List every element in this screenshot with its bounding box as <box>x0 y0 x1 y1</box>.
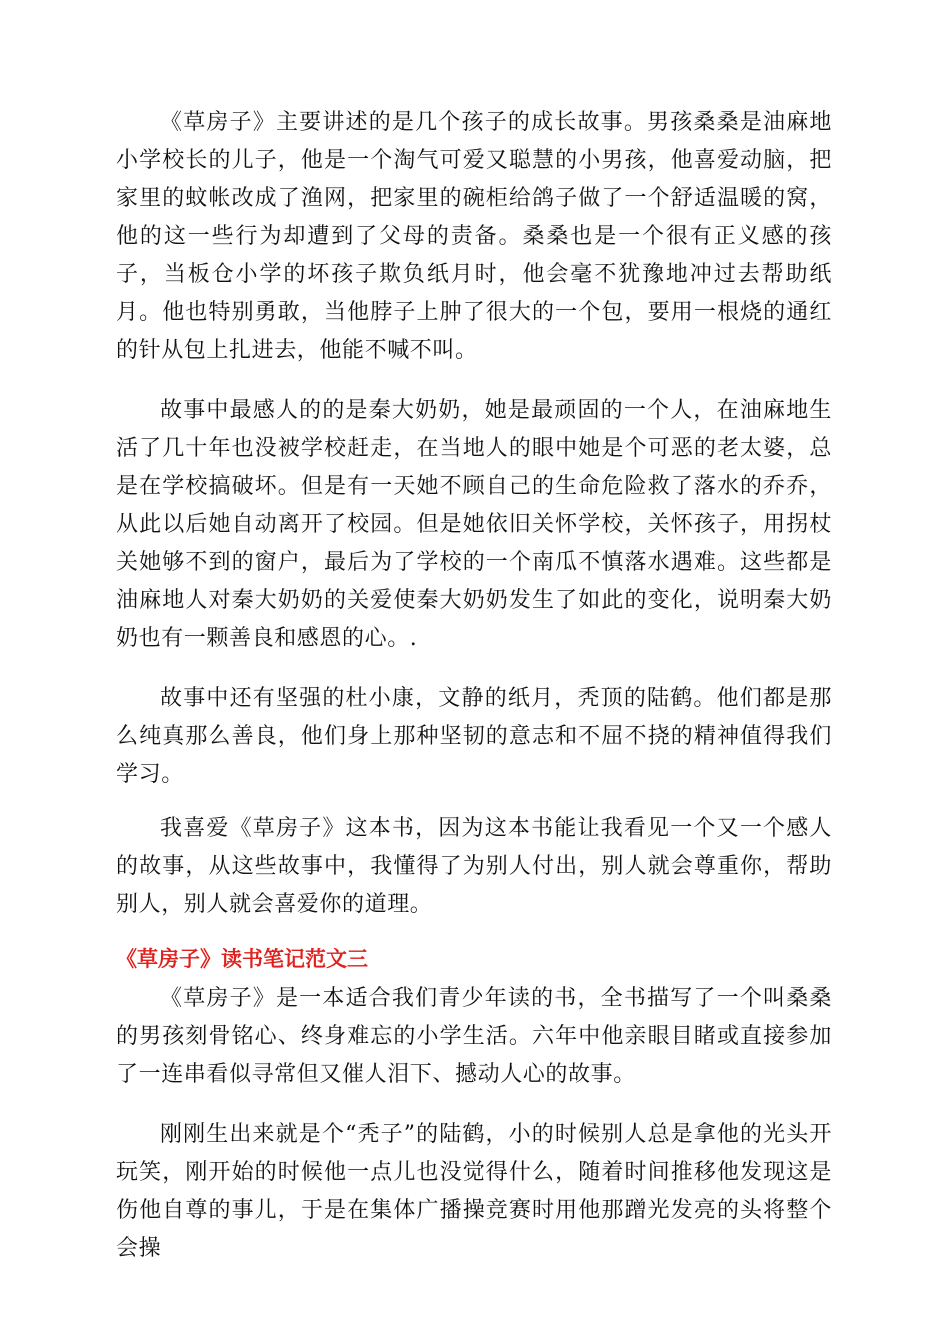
paragraph-qin-grandma: 故事中最感人的的是秦大奶奶，她是最顽固的一个人，在油麻地生活了几十年也没被学校赶走，在当地人的眼中她是个可恶的老太婆，总是在学校搞破坏。但是有一天她不顾自己的生命危险救了落水的乔乔，从此以后她自动离开了校园。但是她依旧关怀学校，关怀孩子，用拐杖关她够不到的窗户，最后为了学校的一个南瓜不慎落水遇难。这些都是油麻地人对秦大奶奶的关爱使秦大奶奶发生了如此的变化，说明秦大奶奶也有一颗善良和感恩的心。. <box>116 398 832 651</box>
paragraph-lu-he: 刚刚生出来就是个“秃子”的陆鹤，小的时候别人总是拿他的光头开玩笑，刚开始的时候他一点儿也没觉得什么，随着时间推移他发现这是伤他自尊的事儿，于是在集体广播操竞赛时用他那蹭光发亮的头将整个会操 <box>116 1122 832 1261</box>
paragraph-other-characters: 故事中还有坚强的杜小康，文静的纸月，秃顶的陆鹤。他们都是那么纯真那么善良，他们身上那种坚韧的意志和不屈不挠的精神值得我们学习。 <box>116 686 832 787</box>
paragraph-reflection: 我喜爱《草房子》这本书，因为这本书能让我看见一个又一个感人的故事，从这些故事中，我懂得了为别人付出，别人就会尊重你，帮助别人，别人就会喜爱你的道理。 <box>116 816 832 917</box>
paragraph-book-intro: 《草房子》是一本适合我们青少年读的书，全书描写了一个叫桑桑的男孩刻骨铭心、终身难忘的小学生活。六年中他亲眼目睹或直接参加了一连串看似寻常但又催人泪下、撼动人心的故事。 <box>116 986 832 1087</box>
section-heading: 《草房子》读书笔记范文三 <box>116 947 368 971</box>
document-page <box>116 104 832 1268</box>
paragraph-sangsang: 《草房子》主要讲述的是几个孩子的成长故事。男孩桑桑是油麻地小学校长的儿子，他是一个淘气可爱又聪慧的小男孩，他喜爱动脑，把家里的蚊帐改成了渔网，把家里的碗柜给鸽子做了一个舒适温暖的窝，他的这一些行为却遭到了父母的责备。桑桑也是一个很有正义感的孩子，当板仓小学的坏孩子欺负纸月时，他会毫不犹豫地冲过去帮助纸月。他也特别勇敢，当他脖子上肿了很大的一个包，要用一根烧的通红的针从包上扎进去，他能不喊不叫。 <box>116 110 832 363</box>
